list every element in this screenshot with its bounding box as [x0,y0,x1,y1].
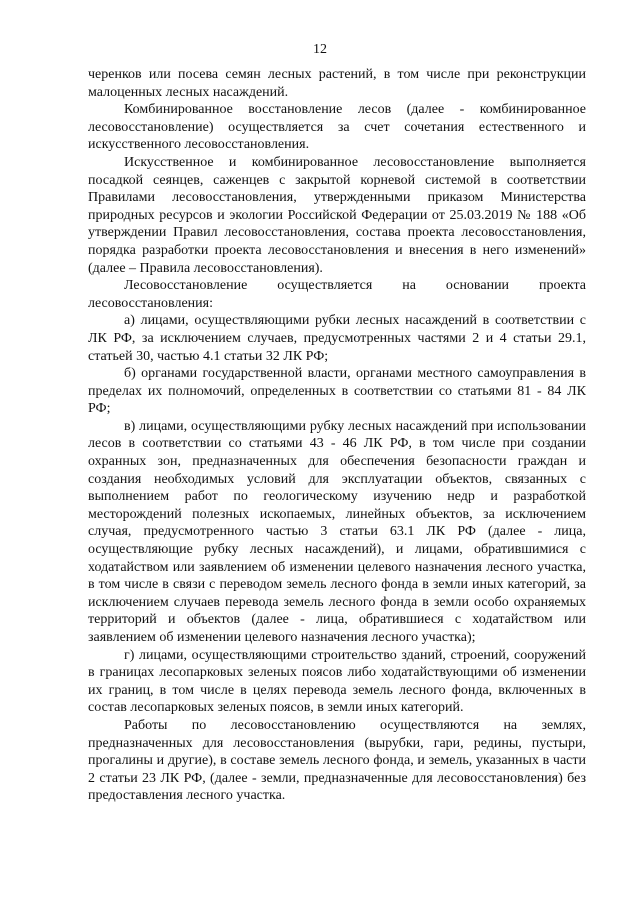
list-item-a: а) лицами, осуществляющими рубки лесных насаждений в соответствии с ЛК РФ, за исключением случаев, предусмотренных частями 2 и 4 статьи 29.1, статьей 30, частью 4.1 статьи 32 ЛК РФ; [88,313,586,364]
paragraph-project-basis: Лесовосстановление осуществляется на основании проекта лесовосстановления: [88,278,586,311]
paragraph-combined-reforestation: Комбинированное восстановление лесов (далее - комбинированное лесовосстановление) осуществляется за счет сочетания естественного и искусственного лесовосстановления. [88,102,586,153]
list-item-g: г) лицами, осуществляющими строительство зданий, строений, сооружений в границах лесопарковых зеленых поясов либо ходатайствующими об изменении их границ, в том числе в целях перевода земель лесного фонда, включенных в состав лесопарковых зеленых поясов, в земли иных категорий. [88,647,586,716]
paragraph-works: Работы по лесовосстановлению осуществляются на землях, предназначенных для лесовосстановления (вырубки, гари, редины, пустыри, прогалины и другие), в составе земель лесного фонда, и земель, указанных в части 2 статьи 23 ЛК РФ, (далее - земли, предназначенные для лесовосстановления) без предоставления лесного участка. [88,717,586,804]
paragraph-continuation: черенков или посева семян лесных растений, в том числе при реконструкции малоценных лесных насаждений. [88,67,586,100]
paragraph-artificial-reforestation: Искусственное и комбинированное лесовосстановление выполняется посадкой сеянцев, саженцев с закрытой корневой системой в соответствии Правилами лесовосстановления, утвержденными приказом Министерства природных ресурсов и экологии Российской Федерации от 25.03.2019 № 188 «Об утверждении Правил лесовосстановления, состава проекта лесовосстановления, порядка разработки проекта лесовосстановления и внесения в него изменений» (далее – Правила лесовосстановления). [88,154,586,276]
list-item-b: б) органами государственной власти, органами местного самоуправления в пределах их полномочий, определенных в соответствии со статьями 81 - 84 ЛК РФ; [88,366,586,417]
body-text [88,66,586,805]
list-item-v: в) лицами, осуществляющими рубку лесных насаждений при использовании лесов в соответствии со статьями 43 - 46 ЛК РФ, в том числе при создании охранных зон, предназначенных для обеспечения безопасности граждан и создания необходимых условий для эксплуатации объектов, связанных с выполнением работ по геологическому изучению недр и разработкой месторождений полезных ископаемых, линейных объектов, за исключением случая, предусмотренного частью 3 статьи 63.1 ЛК РФ (далее - лица, осуществляющие рубку лесных насаждений), и лицами, обратившимися с ходатайством или заявлением об изменении целевого назначения лесного участка, в том числе в связи с переводом земель лесного фонда в земли иных категорий, за исключением случаев перевода земель лесного фонда в земли особо охраняемых территорий и объектов (далее - лица, обратившиеся с ходатайством или заявлением об изменении целевого назначения лесного участка); [88,418,586,645]
page-number: 12 [313,42,327,57]
